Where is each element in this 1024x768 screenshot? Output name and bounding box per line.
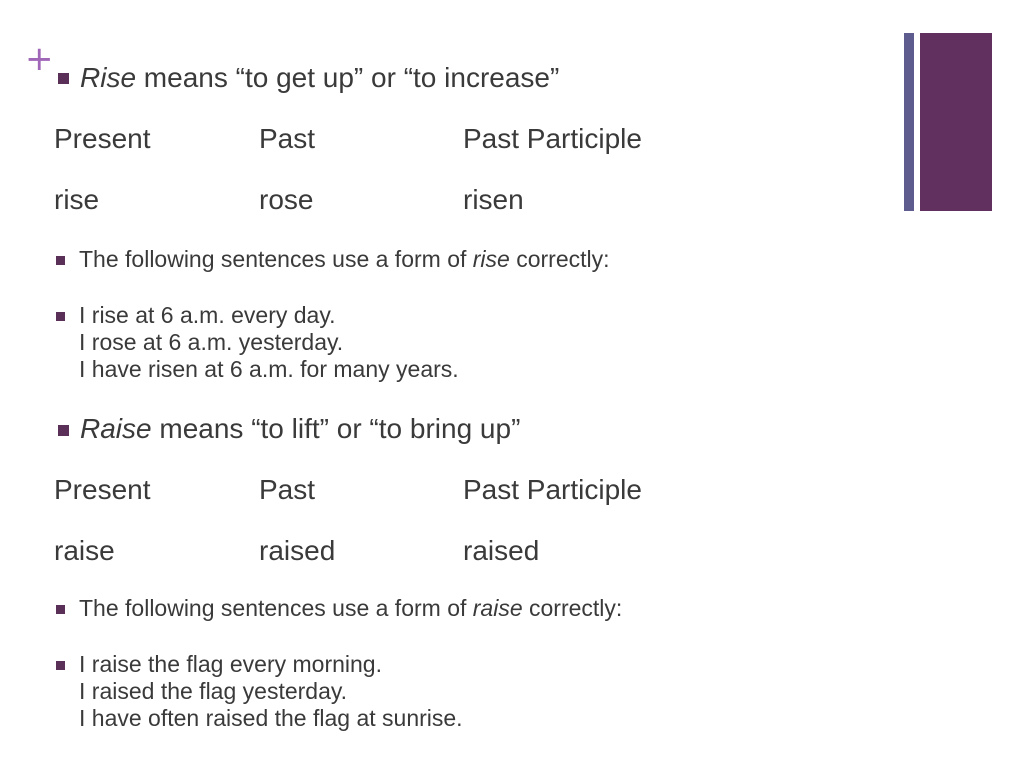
rise-header-past-participle: Past Participle (463, 123, 642, 154)
rise-header-past: Past (259, 123, 316, 154)
raise-example-3: I have often raised the flag at sunrise. (79, 705, 463, 731)
bullet-square-icon (58, 73, 69, 84)
raise-heading-rest: means “to lift” or “to bring up” (151, 413, 521, 444)
rise-heading-rest: means “to get up” or “to increase” (136, 62, 560, 93)
rise-note-after: correctly: (509, 246, 610, 272)
bullet-square-icon (56, 661, 65, 670)
decorative-bar-thin (904, 33, 914, 211)
raise-example-2: I raised the flag yesterday. (79, 678, 348, 704)
rise-example-2: I rose at 6 a.m. yesterday. (79, 329, 344, 355)
bullet-square-icon (56, 312, 65, 321)
rise-note (79, 246, 610, 273)
raise-heading (80, 413, 520, 445)
raise-note (79, 595, 622, 622)
rise-form-past-participle: risen (463, 184, 524, 215)
rise-heading-word: Rise (80, 62, 137, 93)
rise-note-before: The following sentences use a form of (79, 246, 473, 272)
raise-header-past: Past (259, 474, 316, 505)
bullet-square-icon (58, 425, 69, 436)
raise-header-present: Present (54, 474, 151, 505)
bullet-square-icon (56, 605, 65, 614)
raise-header-past-participle: Past Participle (463, 474, 642, 505)
raise-note-after: correctly: (522, 595, 623, 621)
rise-header-present: Present (54, 123, 151, 154)
rise-example-1: I rise at 6 a.m. every day. (79, 302, 336, 328)
raise-note-word: raise (472, 595, 523, 621)
raise-note-before: The following sentences use a form of (79, 595, 473, 621)
raise-example-1: I raise the flag every morning. (79, 651, 382, 677)
bullet-square-icon (56, 256, 65, 265)
raise-form-past-participle: raised (463, 535, 540, 566)
rise-form-past: rose (259, 184, 314, 215)
decorative-bar-wide (920, 33, 992, 211)
rise-example-3: I have risen at 6 a.m. for many years. (79, 356, 459, 382)
plus-mark-icon: + (25, 39, 54, 79)
rise-heading (80, 62, 559, 94)
raise-form-past: raised (259, 535, 336, 566)
raise-form-present: raise (54, 535, 115, 566)
rise-note-word: rise (472, 246, 510, 272)
raise-heading-word: Raise (80, 413, 152, 444)
rise-form-present: rise (54, 184, 100, 215)
